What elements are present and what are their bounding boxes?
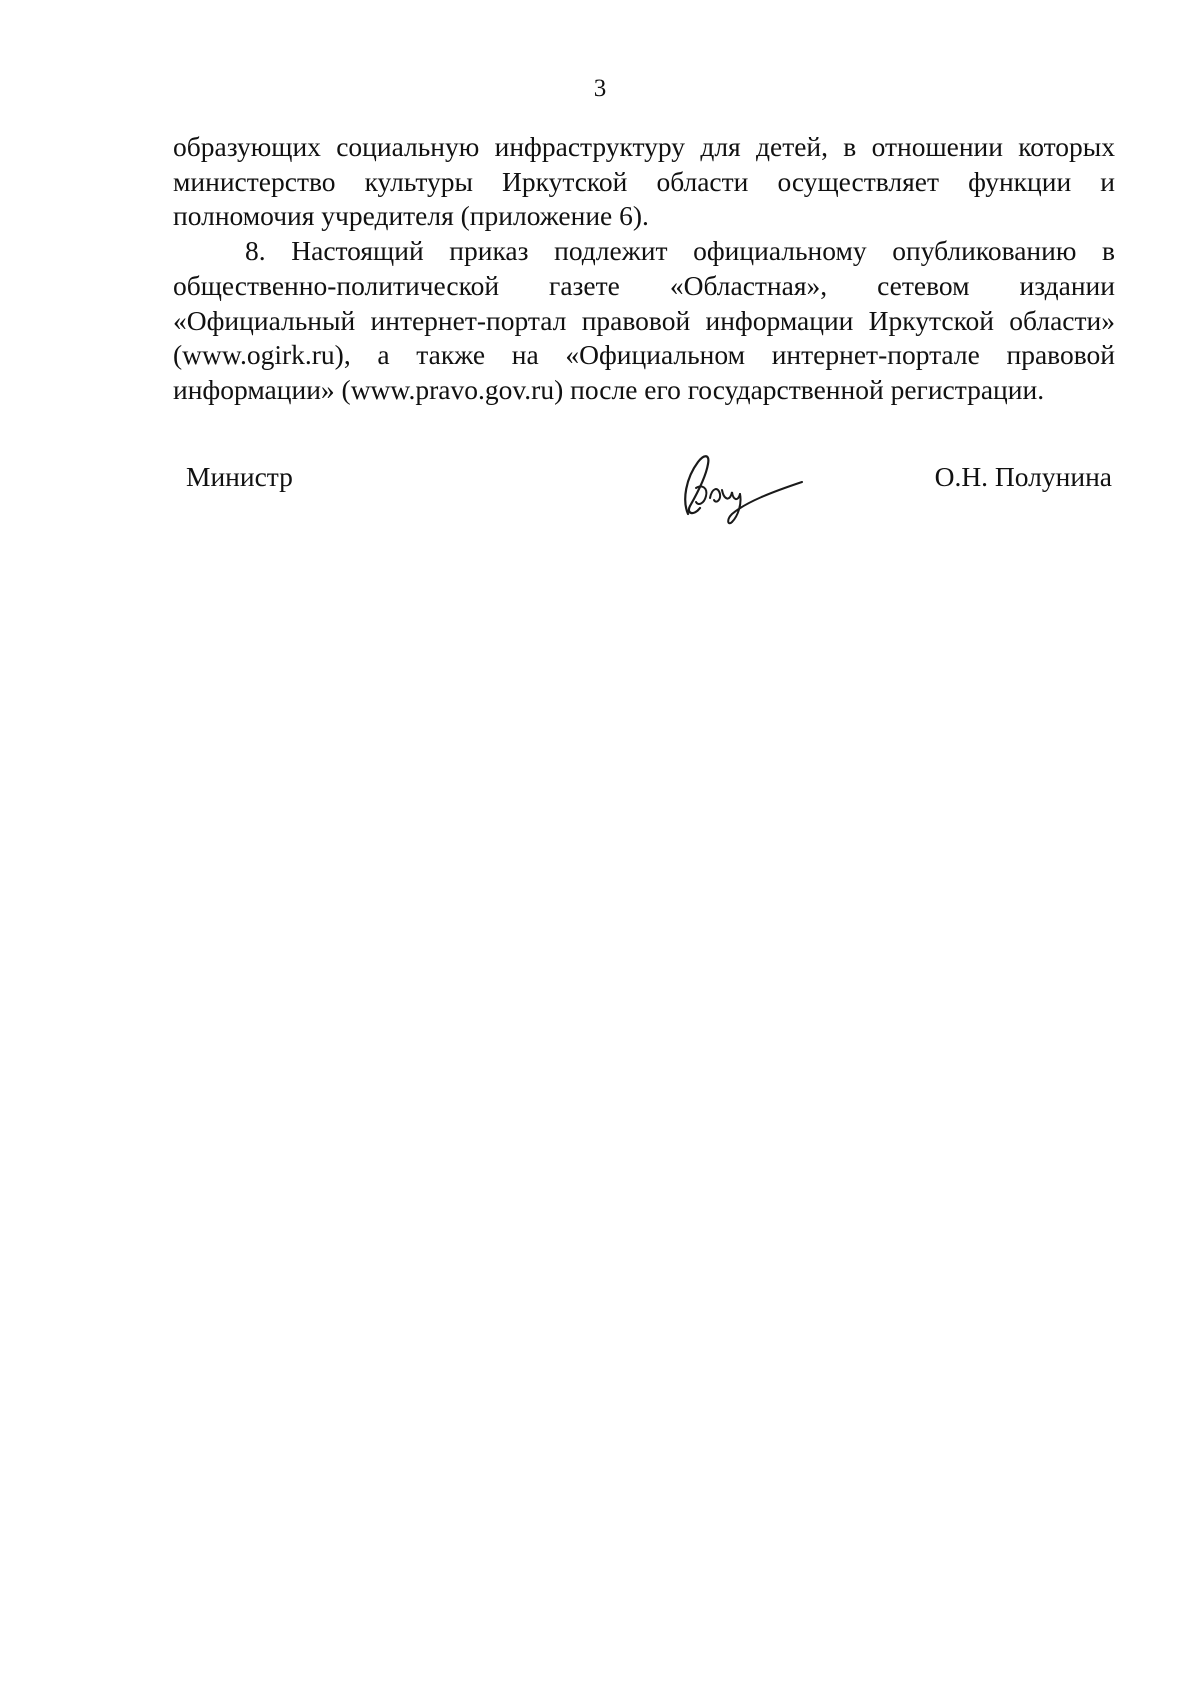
paragraph-continuation: образующих социальную инфраструктуру для детей, в отношении которых министерство культуры Иркутской области осуществляет функции и полномочия учредителя (приложение 6). xyxy=(173,131,1115,232)
page-number: 3 xyxy=(593,75,607,102)
signature-block xyxy=(0,448,1200,528)
signer-name: О.Н. Полунина xyxy=(934,461,1112,492)
document-body xyxy=(173,130,1115,408)
handwritten-signature-icon xyxy=(676,448,806,526)
signer-position: Министр xyxy=(186,461,293,492)
paragraph-publication-clause: 8. Настоящий приказ подлежит официальному опубликованию в общественно-политической газете «Областная», сетевом издании «Официальный интернет-портал правовой информации Иркутской области» (www.ogirk.ru), а также на «Официальном интернет-портале правовой информации» (www.pravo.gov.ru) после его государственной регистрации. xyxy=(173,235,1115,405)
